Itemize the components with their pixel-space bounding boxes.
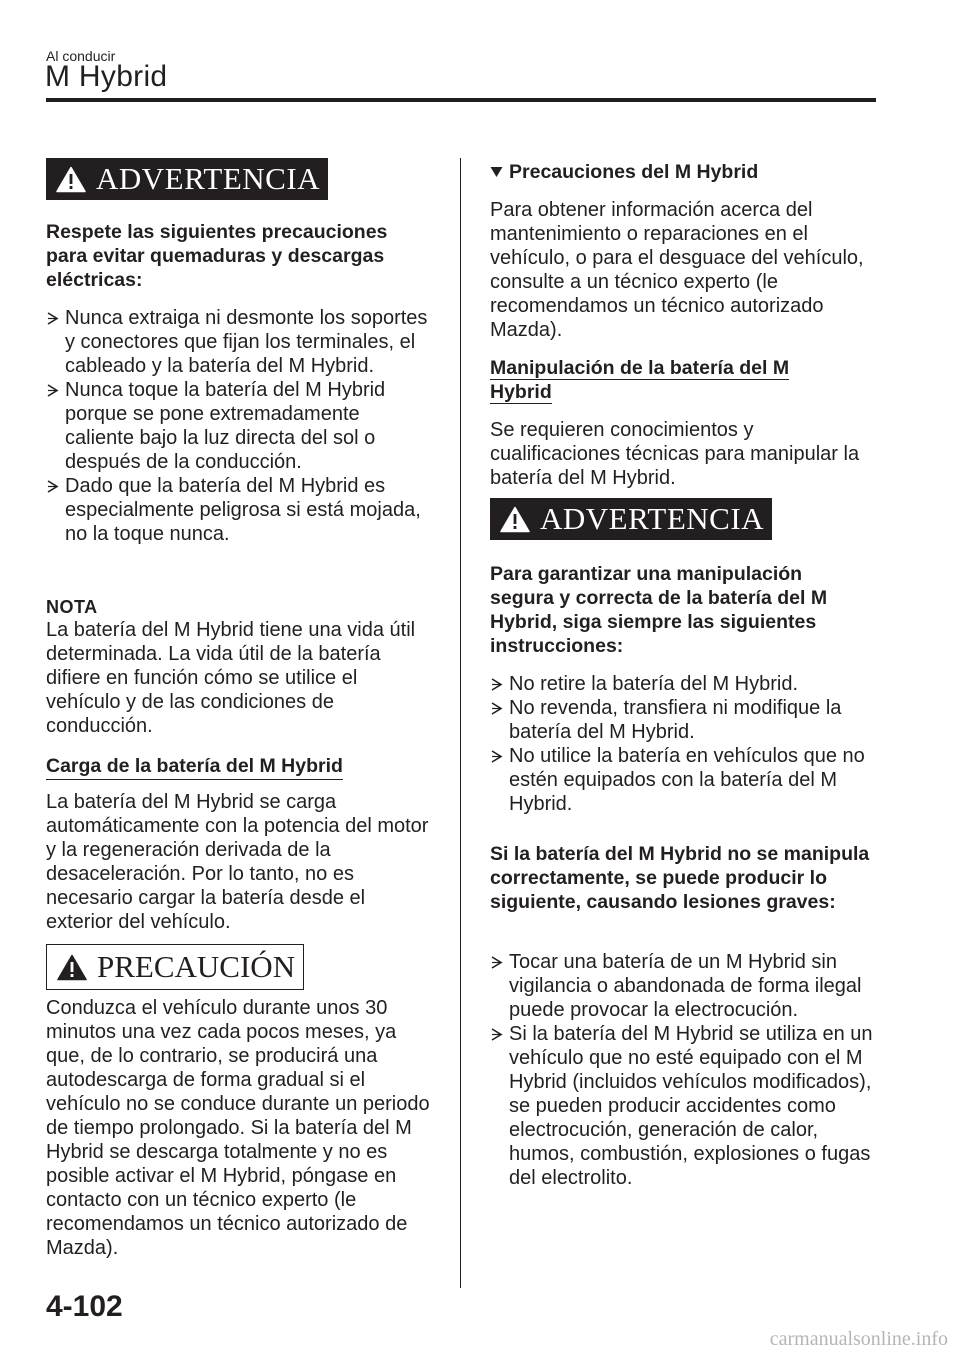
warning-intro: Para garantizar una manipulación segura y correcta de la batería del M Hybrid, siga siempre las siguientes instrucciones: bbox=[490, 563, 828, 657]
column-divider bbox=[460, 158, 461, 1288]
consequence-list bbox=[490, 950, 878, 1190]
caution-label: PRECAUCIÓN bbox=[97, 949, 296, 984]
arrow-bullet-icon bbox=[490, 702, 503, 715]
page-title: M Hybrid bbox=[45, 60, 168, 93]
caution-box-left bbox=[46, 944, 304, 990]
caution-text: Conduzca el vehículo durante unos 30 minutos una vez cada pocos meses, ya que, de lo contrario, se producirá una autodescarga de forma gradual si el vehículo no se conduce durante un periodo de tiempo prolongado. Si la batería del M Hybrid se descarga totalmente y no es posible activar el M Hybrid, póngase en contacto con un técnico experto (le recomendamos un técnico autorizado de Mazda). bbox=[46, 997, 430, 1259]
warning-box-left bbox=[46, 158, 328, 200]
arrow-bullet-icon bbox=[490, 678, 503, 691]
note-text: La batería del M Hybrid tiene una vida útil determinada. La vida útil de la batería difiere en función cómo se utilice el vehículo y de las condiciones de conducción. bbox=[46, 619, 416, 737]
list-item: Tocar una batería de un M Hybrid sin vigilancia o abandonada de forma ilegal puede provocar la electrocución. bbox=[490, 950, 878, 1022]
handling-heading: Manipulación de la batería del M Hybrid bbox=[490, 357, 790, 403]
note-label: NOTA bbox=[46, 597, 98, 617]
warning-triangle-icon bbox=[56, 166, 86, 193]
warning-label: ADVERTENCIA bbox=[540, 501, 765, 536]
warning-label: ADVERTENCIA bbox=[96, 161, 321, 196]
warning-list bbox=[46, 306, 432, 546]
arrow-bullet-icon bbox=[46, 312, 59, 325]
warning-banner bbox=[490, 498, 772, 540]
header-rule bbox=[46, 98, 876, 102]
arrow-bullet-icon bbox=[490, 956, 503, 969]
list-item: No utilice la batería en vehículos que no estén equipados con la batería del M Hybrid. bbox=[490, 744, 876, 816]
charging-heading: Carga de la batería del M Hybrid bbox=[46, 754, 343, 780]
arrow-bullet-icon bbox=[490, 750, 503, 763]
arrow-bullet-icon bbox=[490, 1028, 503, 1041]
charging-text: La batería del M Hybrid se carga automáticamente con la potencia del motor y la regeneración derivada de la desaceleración. Por lo tanto, no es necesario cargar la batería desde el exterior del vehículo. bbox=[46, 791, 429, 933]
list-item: Nunca extraiga ni desmonte los soportes y conectores que fijan los terminales, el cableado y la batería del M Hybrid. bbox=[46, 306, 432, 378]
precautions-text: Para obtener información acerca del mantenimiento o reparaciones en el vehículo, o para el desguace del vehículo, consulte a un técnico experto (le recomendamos un técnico autorizado Mazda). bbox=[490, 199, 864, 341]
list-item: Nunca toque la batería del M Hybrid porque se pone extremadamente caliente bajo la luz directa del sol o después de la conducción. bbox=[46, 378, 432, 474]
page-number: 4-102 bbox=[46, 1290, 123, 1323]
warning-box-right bbox=[490, 498, 772, 540]
section-label: Al conducir bbox=[46, 48, 116, 64]
warning-intro: Respete las siguientes precauciones para evitar quemaduras y descargas eléctricas: bbox=[46, 221, 388, 291]
list-item: Si la batería del M Hybrid se utiliza en un vehículo que no esté equipado con el M Hybrid (incluidos vehículos modificados), se pueden producir accidentes como electrocución, generación de calor, humos, combustión, explosiones o fugas del electrolito. bbox=[490, 1022, 878, 1190]
caution-banner bbox=[46, 944, 304, 990]
watermark-text: carmanualsonline.info bbox=[769, 1328, 948, 1350]
warning-list bbox=[490, 672, 876, 816]
arrow-bullet-icon bbox=[46, 480, 59, 493]
warning-banner bbox=[46, 158, 328, 200]
caution-triangle-icon bbox=[57, 954, 87, 981]
arrow-bullet-icon bbox=[46, 384, 59, 397]
list-item: Dado que la batería del M Hybrid es especialmente peligrosa si está mojada, no la toque nunca. bbox=[46, 474, 432, 546]
list-item: No revenda, transfiera ni modifique la batería del M Hybrid. bbox=[490, 696, 876, 744]
warning-triangle-icon bbox=[500, 506, 530, 533]
triangle-down-icon bbox=[490, 166, 503, 178]
list-item: No retire la batería del M Hybrid. bbox=[490, 672, 876, 696]
precautions-heading: Precauciones del M Hybrid bbox=[490, 160, 880, 184]
consequence-intro: Si la batería del M Hybrid no se manipula correctamente, se puede producir lo siguiente, causando lesiones graves: bbox=[490, 843, 870, 913]
handling-text: Se requieren conocimientos y cualificaciones técnicas para manipular la batería del M Hybrid. bbox=[490, 419, 860, 489]
